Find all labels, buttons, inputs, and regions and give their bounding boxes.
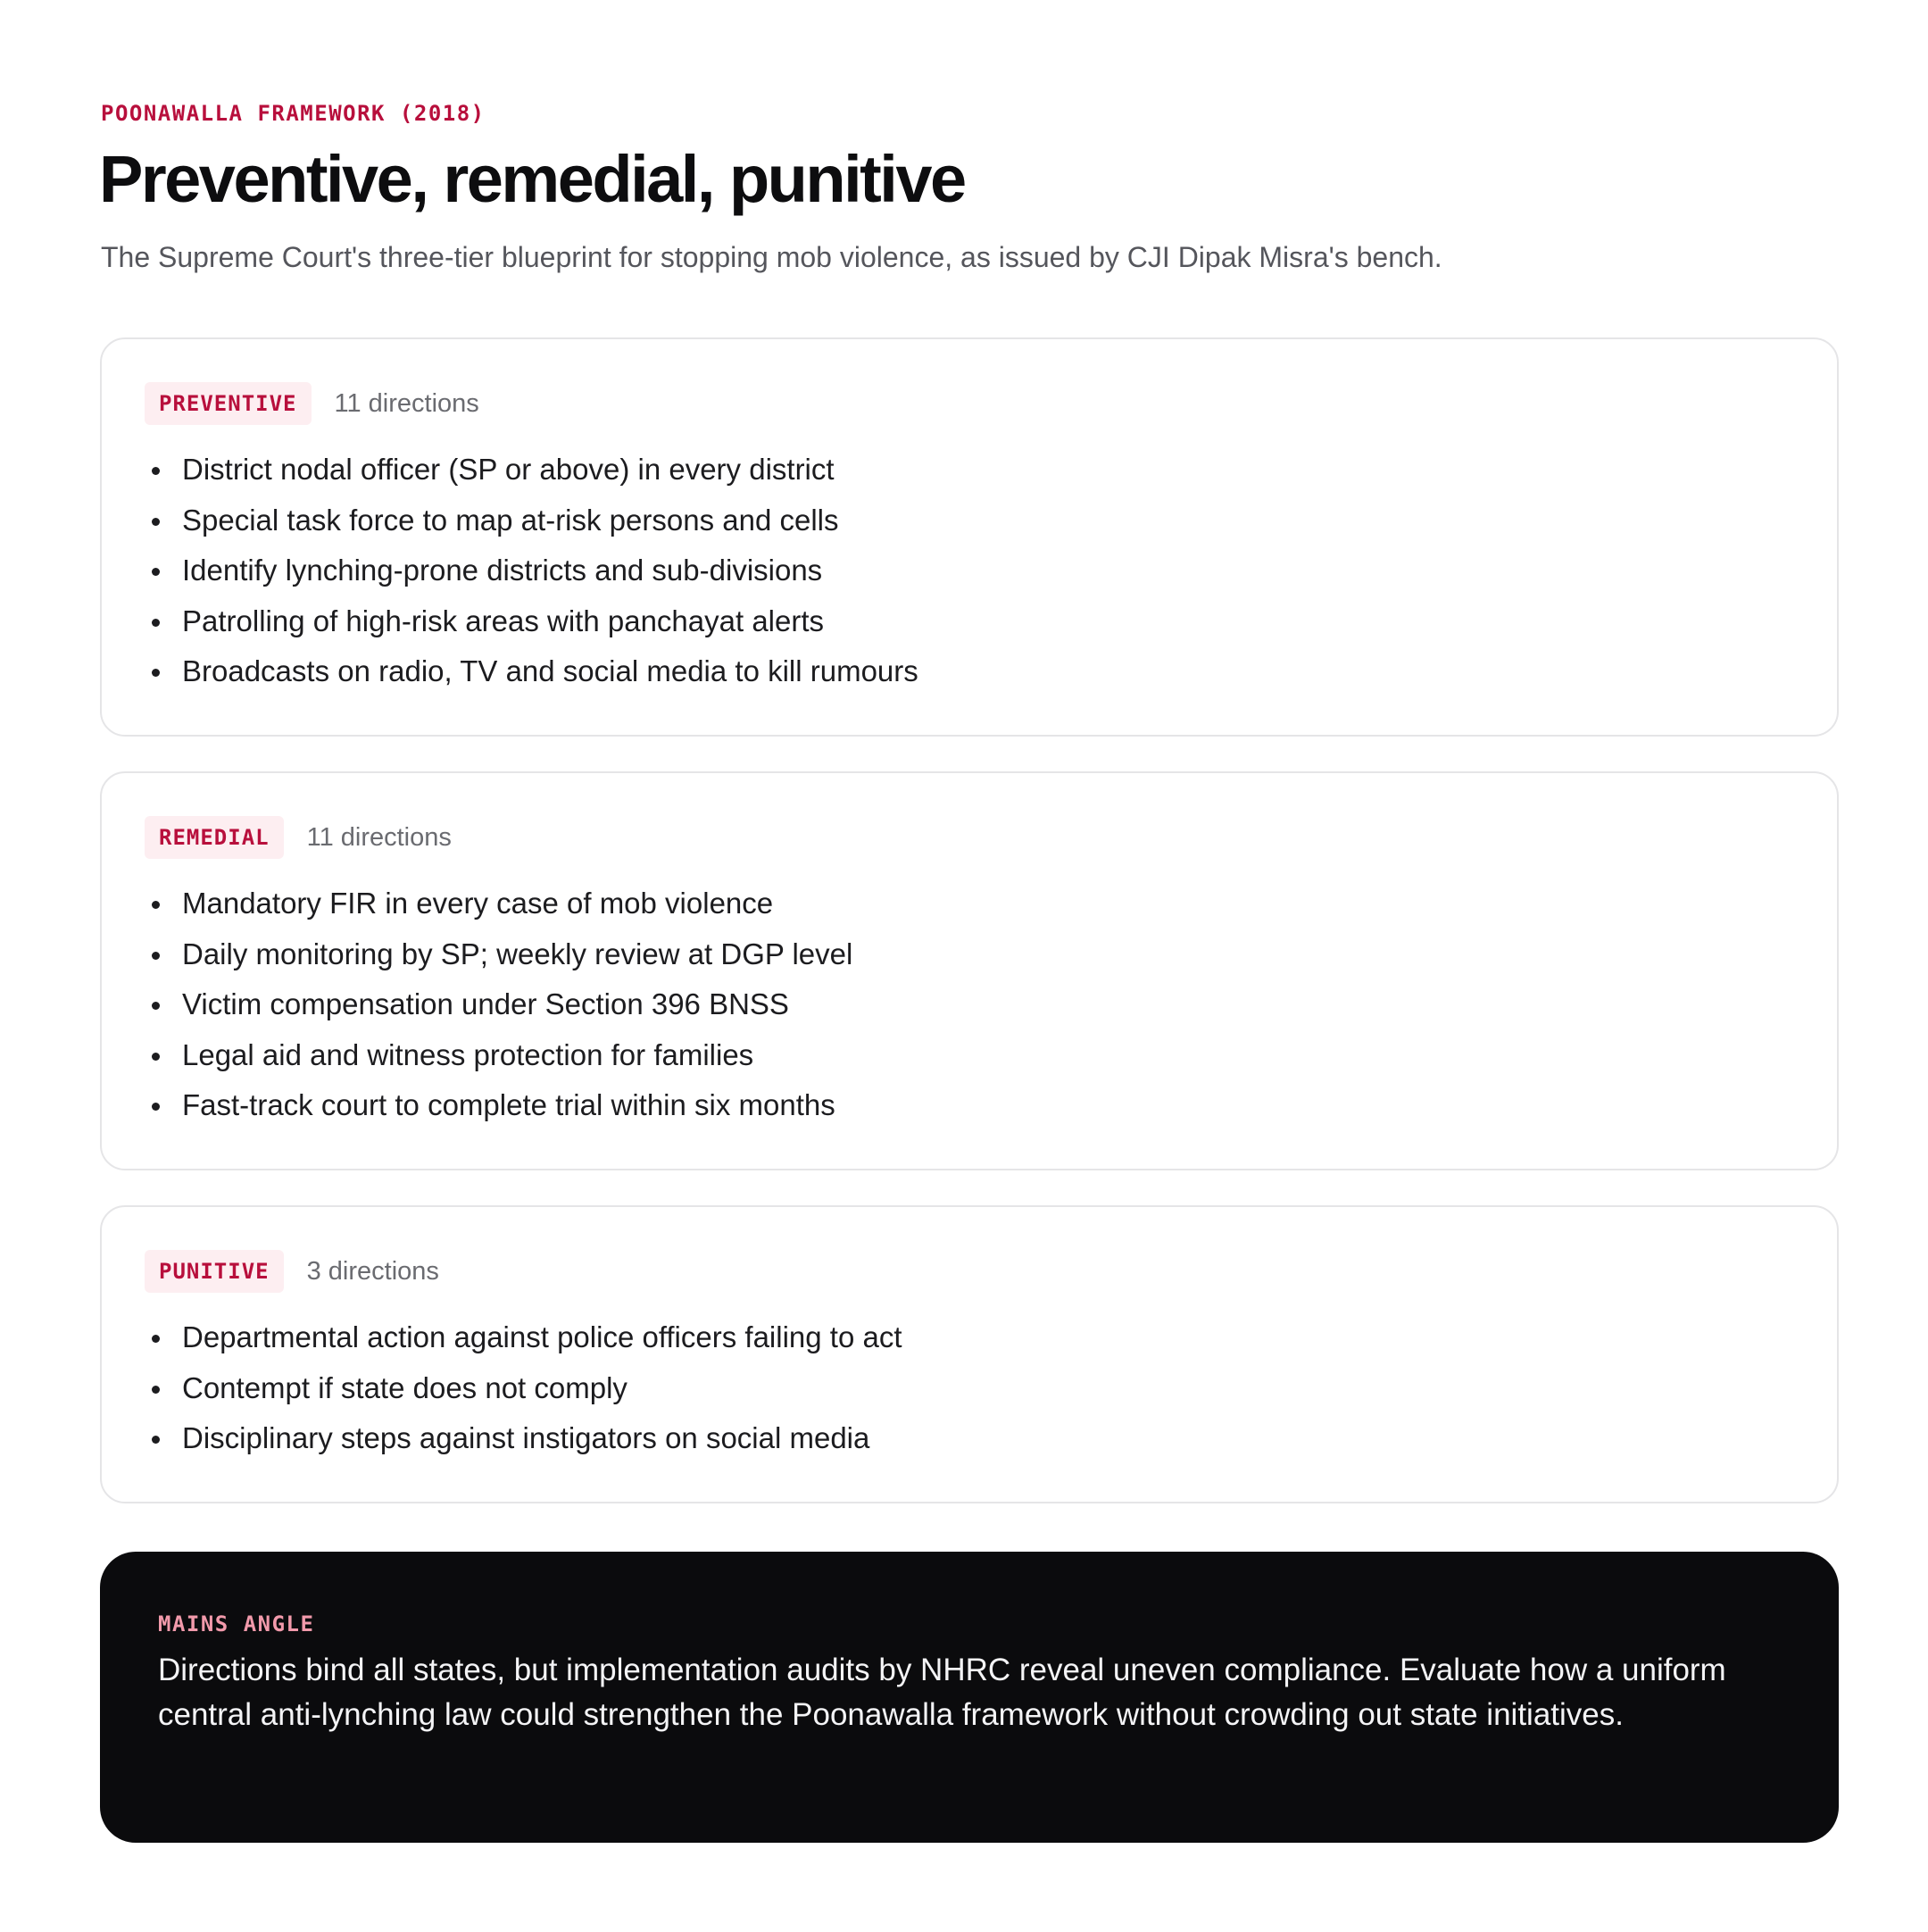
tier-card-preventive — [100, 337, 1839, 737]
list-item: Special task force to map at-risk persons and cells — [146, 495, 918, 546]
tier-count: 3 directions — [306, 1256, 439, 1286]
list-item: Daily monitoring by SP; weekly review at DGP level — [146, 929, 852, 980]
tier-count: 11 directions — [306, 822, 452, 852]
tier-header — [145, 816, 452, 859]
tier-card-remedial — [100, 771, 1839, 1170]
page-title: Preventive, remedial, punitive — [99, 142, 965, 216]
list-item: Departmental action against police officers failing to act — [146, 1312, 902, 1363]
mains-angle-text: Directions bind all states, but implementation audits by NHRC reveal uneven compliance. Evaluate how a uniform central anti-lynching law could strengthen the Poonawalla framework without crowding out state initiatives. — [158, 1653, 1726, 1732]
list-item: Mandatory FIR in every case of mob violence — [146, 879, 852, 929]
list-item: District nodal officer (SP or above) in every district — [146, 445, 918, 495]
tier-header — [145, 1250, 439, 1293]
list-item: Broadcasts on radio, TV and social media to kill rumours — [146, 646, 918, 697]
list-item: Victim compensation under Section 396 BNSS — [146, 979, 852, 1030]
mains-angle-callout — [100, 1552, 1839, 1843]
tier-directions-list — [146, 1312, 902, 1464]
list-item: Legal aid and witness protection for families — [146, 1030, 852, 1081]
tier-tag: PREVENTIVE — [145, 382, 312, 425]
tier-card-punitive — [100, 1205, 1839, 1503]
page-subtitle: The Supreme Court's three-tier blueprint for stopping mob violence, as issued by CJI Dipak Misra's bench. — [101, 241, 1442, 273]
list-item: Identify lynching-prone districts and sub-divisions — [146, 545, 918, 596]
tier-header — [145, 382, 479, 425]
list-item: Patrolling of high-risk areas with panchayat alerts — [146, 596, 918, 647]
list-item: Contempt if state does not comply — [146, 1363, 902, 1414]
mains-angle-label: MAINS ANGLE — [158, 1611, 315, 1636]
tier-directions-list — [146, 445, 918, 697]
eyebrow-label: POONAWALLA FRAMEWORK (2018) — [101, 101, 486, 126]
list-item: Disciplinary steps against instigators on social media — [146, 1413, 902, 1464]
tier-count: 11 directions — [334, 388, 479, 418]
tier-directions-list — [146, 879, 852, 1131]
tier-tag: REMEDIAL — [145, 816, 284, 859]
tier-tag: PUNITIVE — [145, 1250, 284, 1293]
list-item: Fast-track court to complete trial within six months — [146, 1080, 852, 1131]
